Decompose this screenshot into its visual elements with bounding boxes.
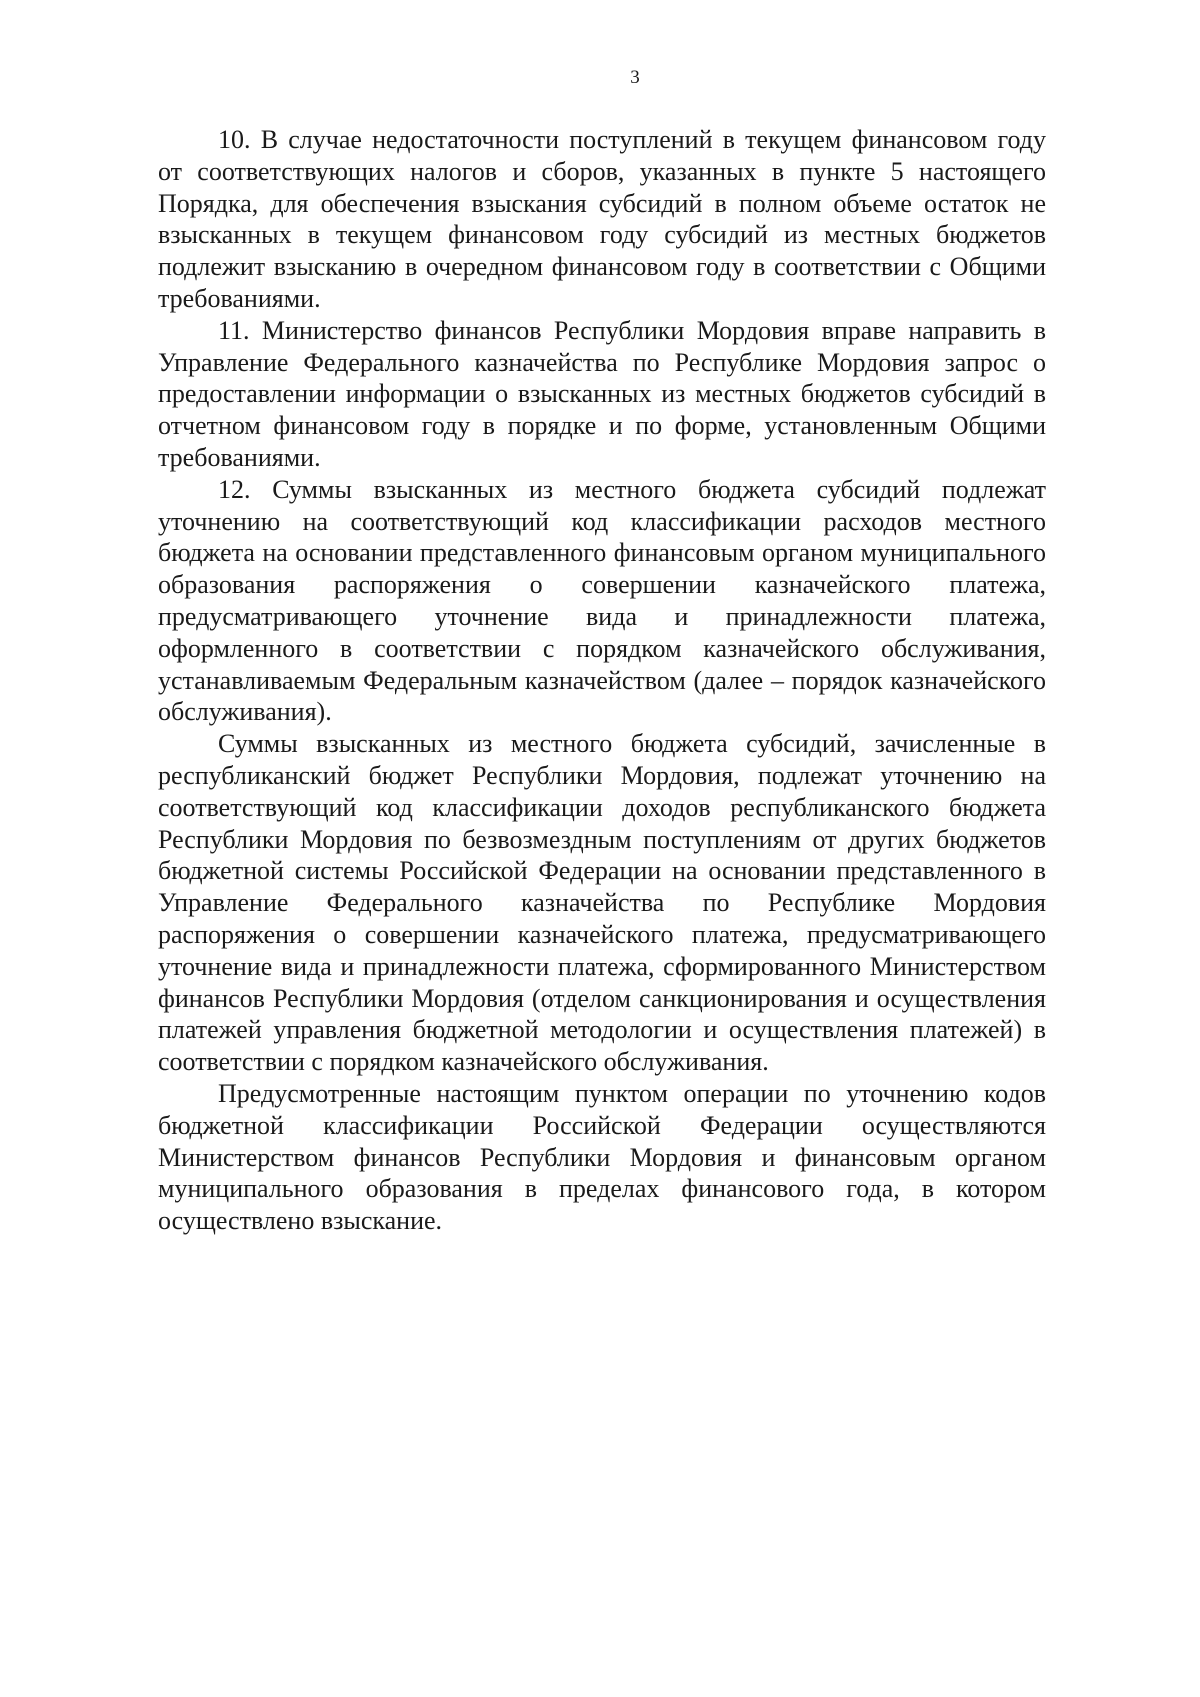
document-body bbox=[158, 124, 1046, 1237]
page-number: 3 bbox=[630, 67, 640, 88]
paragraph-12-operations: Предусмотренные настоящим пунктом операции по уточнению кодов бюджетной классификации Российской Федерации осуществляются Министерством финансов Республики Мордовия и финансовым органом муниципального образования в пределах финансового года, в котором осуществлено взыскание. bbox=[158, 1078, 1046, 1236]
paragraph-11: 11. Министерство финансов Республики Мордовия вправе направить в Управление Федерального казначейства по Республике Мордовия запрос о предоставлении информации о взысканных из местных бюджетов субсидий в отчетном финансовом году в порядке и по форме, установленным Общими требованиями. bbox=[158, 315, 1046, 472]
paragraph-12-continuation: Суммы взысканных из местного бюджета субсидий, зачисленные в республиканский бюджет Республики Мордовия, подлежат уточнению на соответствующий код классификации доходов республиканского бюджета Республики Мордовия по безвозмездным поступлениям от других бюджетов бюджетной системы Российской Федерации на основании представленного в Управление Федерального казначейства по Республике Мордовия распоряжения о совершении казначейского платежа, предусматривающего уточнение вида и принадлежности платежа, сформированного Министерством финансов Республики Мордовия (отделом санкционирования и осуществления платежей управления бюджетной методологии и осуществления платежей) в соответствии с порядком казначейского обслуживания. bbox=[158, 729, 1046, 1077]
paragraph-12: 12. Суммы взысканных из местного бюджета субсидий подлежат уточнению на соответствующий код классификации расходов местного бюджета на основании представленного финансовым органом муниципального образования распоряжения о совершении казначейского платежа, предусматривающего уточнение вида и принадлежности платежа, оформленного в соответствии с порядком казначейского обслуживания, устанавливаемым Федеральным казначейством (далее – порядок казначейского обслуживания). bbox=[158, 474, 1046, 727]
paragraph-10: 10. В случае недостаточности поступлений в текущем финансовом году от соответствующих налогов и сборов, указанных в пункте 5 настоящего Порядка, для обеспечения взыскания субсидий в полном объеме остаток не взысканных в текущем финансовом году субсидий из местных бюджетов подлежит взысканию в очередном финансовом году в соответствии с Общими требованиями. bbox=[158, 125, 1046, 313]
